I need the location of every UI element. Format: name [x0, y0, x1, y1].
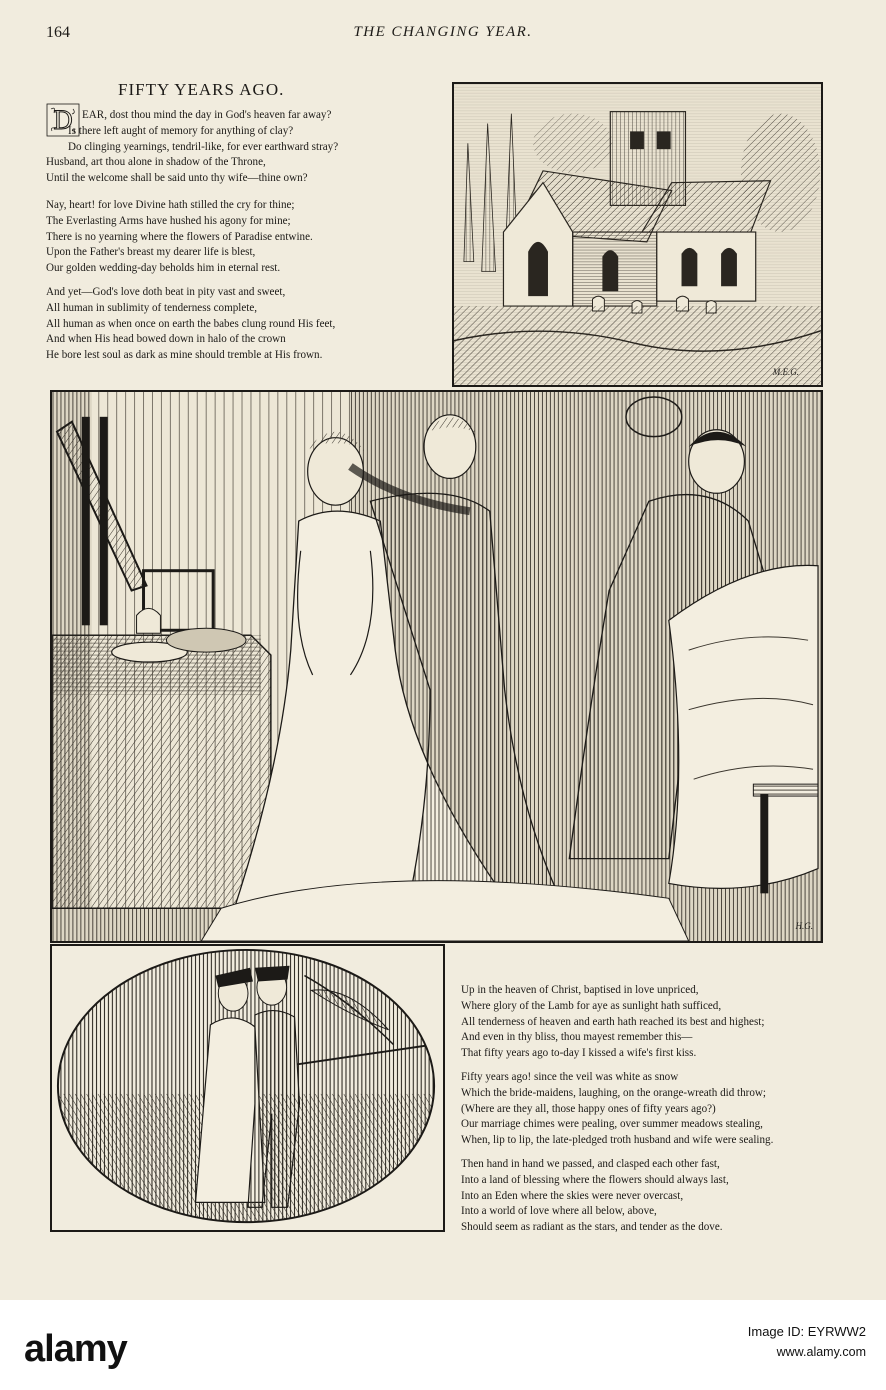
- church-illustration: [452, 82, 823, 387]
- page-number: 164: [46, 24, 70, 41]
- stanza-6-line-4: Into a world of love where all below, above,: [461, 1205, 657, 1218]
- bride-illustration-signature: H.G.: [795, 921, 813, 931]
- stanza-5-line-1: Fifty years ago! since the veil was white as snow: [461, 1071, 679, 1083]
- watermark-info: [748, 1324, 866, 1359]
- stanza-6-line-1: Then hand in hand we passed, and clasped each other fast,: [461, 1158, 720, 1170]
- stanza-6: [461, 1157, 729, 1236]
- bride-dressing-illustration: [50, 390, 823, 943]
- stanza-6-line-5: Should seem as radiant as the stars, and tender as the dove.: [461, 1221, 723, 1234]
- stanza-6-line-3: Into an Eden where the skies were never overcast,: [461, 1189, 684, 1202]
- stanza-2-line-3: There is no yearning where the flowers of Paradise entwine.: [46, 230, 313, 243]
- poem-title: FIFTY YEARS AGO.: [118, 80, 285, 99]
- stanza-1-line-2: Is there left aught of memory for anything of clay?: [68, 124, 294, 137]
- stanza-1-line-3: Do clinging yearnings, tendril-like, for ever earthward stray?: [68, 140, 339, 153]
- stanza-3-line-5: He bore lest soul as dark as mine should tremble at His frown.: [46, 349, 323, 362]
- stanza-1-line-4: Husband, art thou alone in shadow of the Throne,: [46, 156, 266, 169]
- stanza-2-line-5: Our golden wedding-day beholds him in eternal rest.: [46, 262, 281, 275]
- stanza-4: [461, 983, 764, 1062]
- stanza-5-line-3: (Where are they all, those happy ones of fifty years ago?): [461, 1102, 716, 1115]
- church-signature: M.E.G.: [772, 367, 799, 377]
- stanza-4-line-3: All tenderness of heaven and earth hath reached its best and highest;: [461, 1015, 765, 1028]
- stanza-4-line-5: That fifty years ago to-day I kissed a wife's first kiss.: [461, 1047, 697, 1060]
- stock-watermark-bar: [0, 1300, 886, 1390]
- stanza-4-line-2: Where glory of the Lamb for aye as sunlight hath sufficed,: [461, 999, 722, 1012]
- stanza-3-line-1: And yet—God's love doth beat in pity vast and sweet,: [46, 286, 286, 298]
- watermark-url: www.alamy.com: [776, 1345, 866, 1359]
- running-title: THE CHANGING YEAR.: [353, 24, 533, 40]
- stanza-4-line-1: Up in the heaven of Christ, baptised in love unpriced,: [461, 984, 699, 996]
- stanza-2-line-2: The Everlasting Arms have hushed his agony for mine;: [46, 214, 291, 227]
- stanza-1: [46, 108, 338, 187]
- stanza-2: [46, 198, 313, 277]
- stanza-6-line-2: Into a land of blessing where the flowers should always last,: [461, 1173, 729, 1186]
- stanza-5-line-2: Which the bride-maidens, laughing, on the orange-wreath did throw;: [461, 1086, 766, 1099]
- stanza-3-line-3: All human as when once on earth the babes clung round His feet,: [46, 317, 336, 330]
- stanza-5: [461, 1070, 773, 1149]
- stanza-3-line-4: And when His head bowed down in halo of the crown: [46, 333, 286, 346]
- alamy-logo: alamy: [24, 1328, 127, 1370]
- stanza-4-line-4: And even in thy bliss, thou mayest remember this—: [461, 1031, 693, 1044]
- drop-cap-letter: D: [52, 106, 74, 135]
- stanza-1-line-1: EAR, dost thou mind the day in God's heaven far away?: [82, 109, 332, 121]
- stanza-5-line-5: When, lip to lip, the late-pledged troth husband and wife were sealing.: [461, 1134, 774, 1147]
- stanza-3: [46, 285, 335, 364]
- image-id: Image ID: EYRWW2: [747, 1324, 866, 1339]
- stanza-2-line-1: Nay, heart! for love Divine hath stilled the cry for thine;: [46, 199, 295, 211]
- stanza-5-line-4: Our marriage chimes were pealing, over summer meadows stealing,: [461, 1118, 763, 1131]
- couple-oval-illustration: [50, 944, 445, 1232]
- stanza-3-line-2: All human in sublimity of tenderness complete,: [46, 301, 258, 314]
- stanza-1-line-5: Until the welcome shall be said unto thy wife—thine own?: [46, 172, 308, 185]
- stanza-2-line-4: Upon the Father's breast my dearer life is blest,: [46, 246, 256, 259]
